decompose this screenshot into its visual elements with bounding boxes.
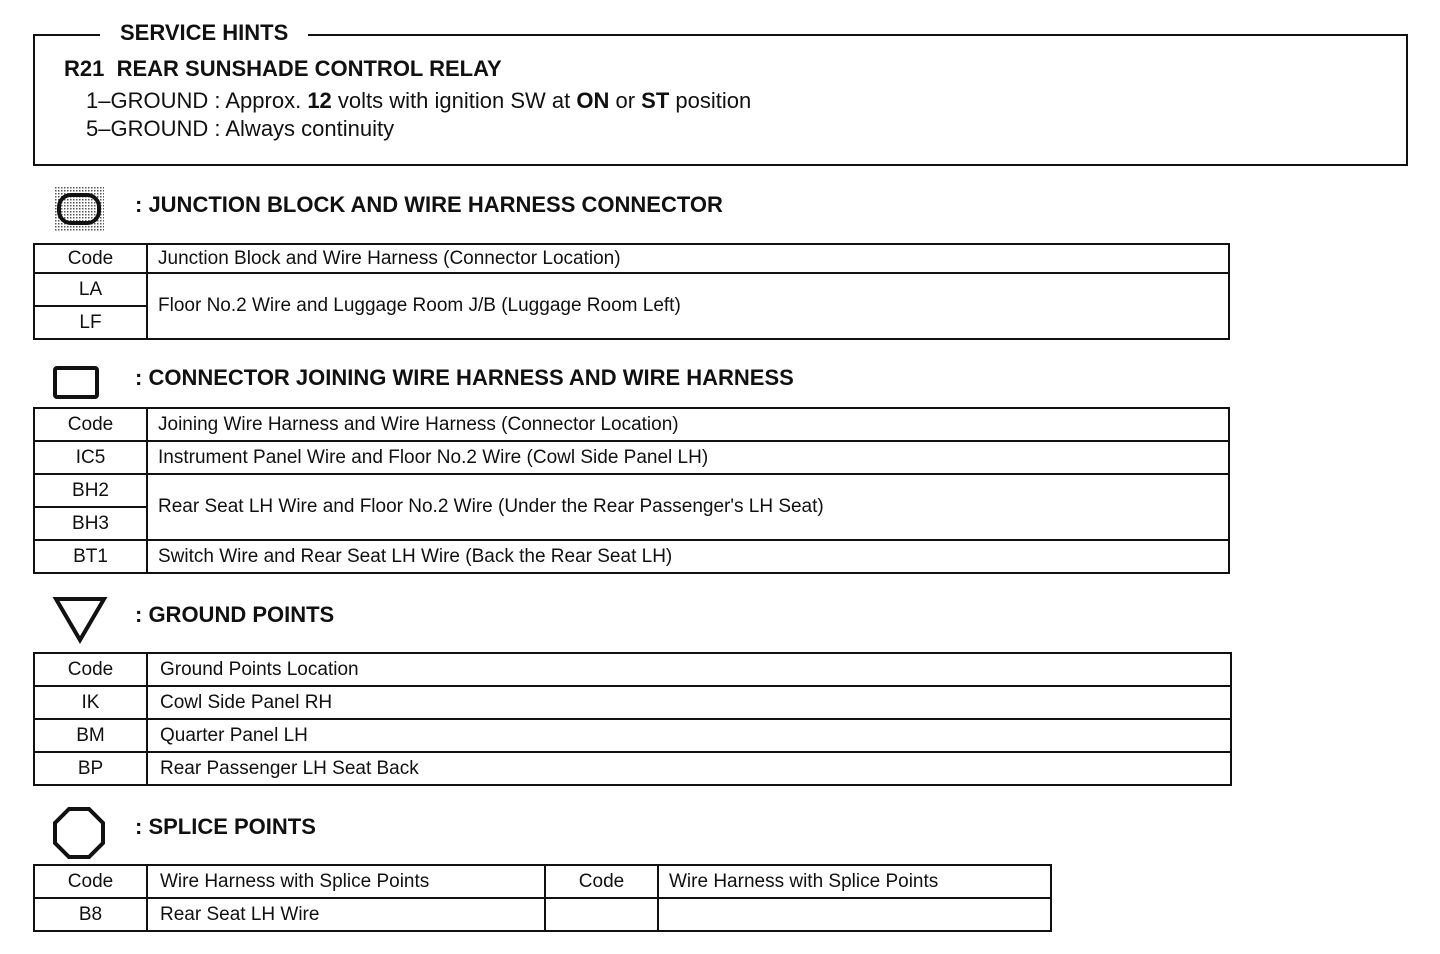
hint-line-1-suffix: position — [669, 88, 752, 113]
hint-line-1 — [86, 88, 751, 114]
junction-connector-icon — [52, 184, 106, 234]
desc-cell: Quarter Panel LH — [147, 719, 1231, 752]
table-header-row — [34, 244, 1229, 273]
ground-section-title: : GROUND POINTS — [135, 602, 335, 627]
header-code: Code — [34, 865, 147, 898]
table-row — [34, 686, 1231, 719]
header-code: Code — [34, 653, 147, 686]
desc-cell: Rear Passenger LH Seat Back — [147, 752, 1231, 785]
ground-table — [33, 652, 1232, 786]
header-desc: Ground Points Location — [147, 653, 1231, 686]
splice-section-title: : SPLICE POINTS — [135, 814, 316, 839]
hint-line-2: 5–GROUND : Always continuity — [86, 116, 395, 141]
desc-cell — [658, 898, 1051, 931]
code-cell: BH3 — [34, 507, 147, 540]
hint-line-1-mid1: volts with ignition SW at — [331, 88, 577, 113]
joining-section-title: : CONNECTOR JOINING WIRE HARNESS AND WIRE HARNESS — [135, 365, 794, 390]
code-cell: BM — [34, 719, 147, 752]
hint-voltage: 12 — [307, 88, 332, 113]
desc-cell: Cowl Side Panel RH — [147, 686, 1231, 719]
table-row — [34, 752, 1231, 785]
desc-cell: Rear Seat LH Wire and Floor No.2 Wire (Under the Rear Passenger's LH Seat) — [147, 474, 1229, 540]
header-code: Code — [34, 408, 147, 441]
junction-table — [33, 243, 1230, 340]
code-cell: LF — [34, 306, 147, 339]
code-cell — [545, 898, 658, 931]
splice-table — [33, 864, 1052, 932]
code-cell: LA — [34, 273, 147, 306]
code-cell: BT1 — [34, 540, 147, 573]
table-row — [34, 441, 1229, 474]
header-code: Code — [34, 244, 147, 273]
header-desc: Junction Block and Wire Harness (Connector Location) — [147, 244, 1229, 273]
table-header-row — [34, 653, 1231, 686]
hint-st: ST — [641, 88, 670, 113]
service-hints-title: SERVICE HINTS — [100, 20, 308, 46]
desc-cell: Switch Wire and Rear Seat LH Wire (Back the Rear Seat LH) — [147, 540, 1229, 573]
header-desc: Joining Wire Harness and Wire Harness (Connector Location) — [147, 408, 1229, 441]
relay-title: R21 REAR SUNSHADE CONTROL RELAY — [64, 56, 502, 81]
desc-cell: Instrument Panel Wire and Floor No.2 Wire (Cowl Side Panel LH) — [147, 441, 1229, 474]
code-cell: B8 — [34, 898, 147, 931]
header-desc: Wire Harness with Splice Points — [658, 865, 1051, 898]
code-cell: IC5 — [34, 441, 147, 474]
table-header-row — [34, 408, 1229, 441]
connector-square-icon — [52, 364, 100, 400]
hint-line-1-mid2: or — [609, 88, 642, 113]
table-row — [34, 273, 1229, 306]
splice-octagon-icon — [52, 806, 106, 860]
header-code: Code — [545, 865, 658, 898]
code-cell: IK — [34, 686, 147, 719]
desc-cell: Floor No.2 Wire and Luggage Room J/B (Luggage Room Left) — [147, 273, 1229, 339]
table-row — [34, 540, 1229, 573]
hint-line-1-prefix: 1–GROUND : Approx. — [86, 88, 308, 113]
table-row — [34, 898, 1051, 931]
code-cell: BP — [34, 752, 147, 785]
table-row — [34, 474, 1229, 507]
table-row — [34, 719, 1231, 752]
table-header-row — [34, 865, 1051, 898]
hint-on: ON — [576, 88, 610, 113]
junction-section-title: : JUNCTION BLOCK AND WIRE HARNESS CONNECTOR — [135, 192, 723, 217]
joining-table — [33, 407, 1230, 574]
desc-cell: Rear Seat LH Wire — [147, 898, 545, 931]
header-desc: Wire Harness with Splice Points — [147, 865, 545, 898]
code-cell: BH2 — [34, 474, 147, 507]
ground-triangle-icon — [52, 594, 108, 646]
